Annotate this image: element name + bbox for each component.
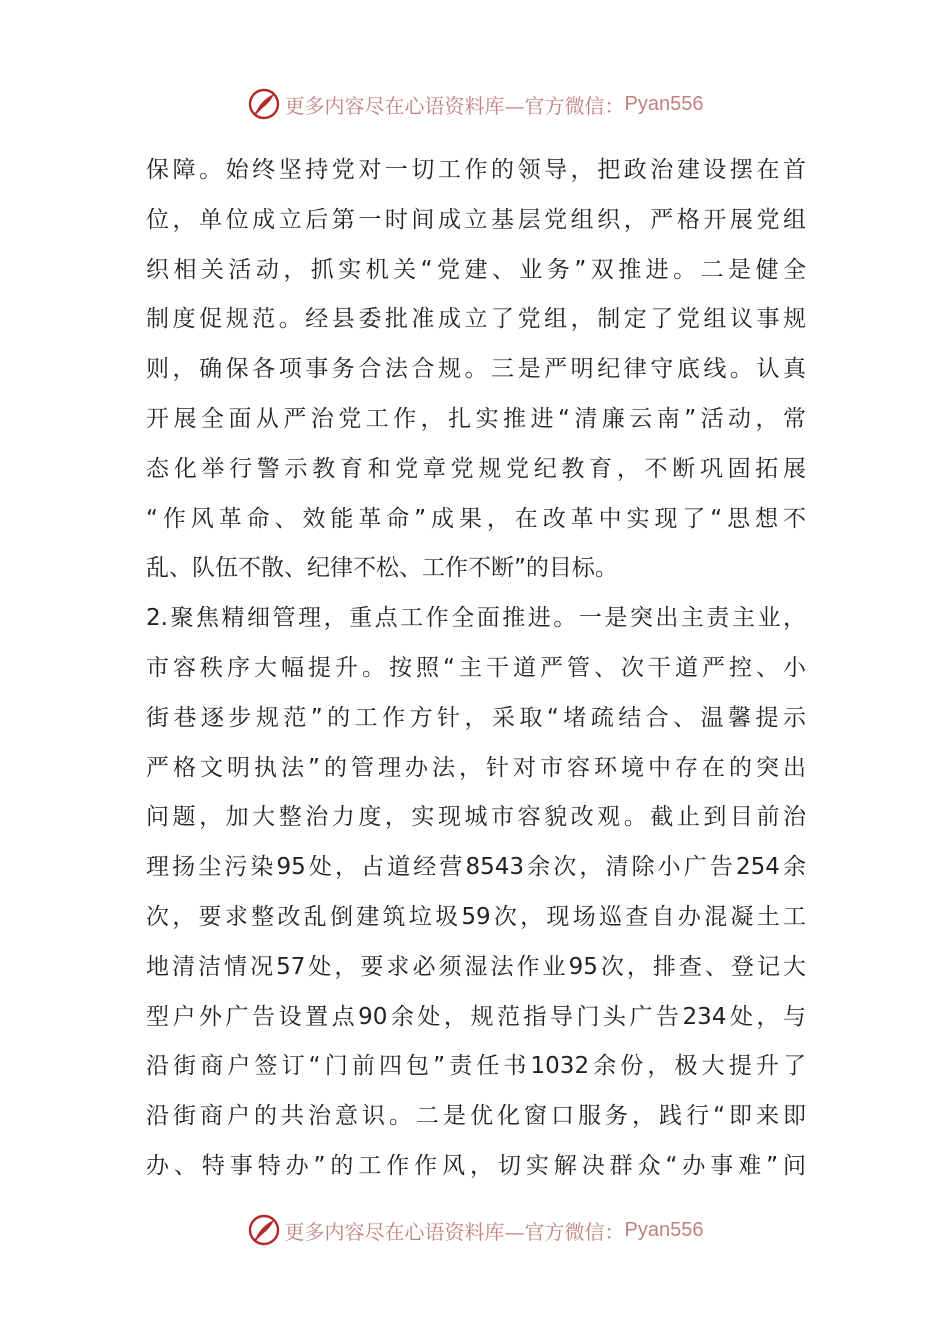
text-line: 严格文明执法”的管理办法，针对市容环境中存在的突出: [146, 754, 806, 781]
quill-logo-icon: [247, 1213, 281, 1247]
text-line: 理扬尘污染95处，占道经营8543余次，清除小广告254余: [146, 854, 806, 881]
text-line: 沿街商户的共治意识。二是优化窗口服务，践行“即来即: [146, 1103, 806, 1130]
text-line: 制度促规范。经县委批准成立了党组，制定了党组议事规: [146, 306, 806, 333]
text-line: 办、特事特办”的工作作风，切实解决群众“办事难”问: [146, 1152, 806, 1179]
watermark-text: 更多内容尽在心语资料库—官方微信：: [284, 1219, 625, 1244]
watermark-header: [0, 84, 950, 124]
text-line: 市容秩序大幅提升。按照“主干道严管、次干道严控、小: [146, 654, 806, 681]
text-line: 型户外广告设置点90余处，规范指导门头广告234处，与: [146, 1003, 806, 1030]
watermark-account: Pyan556: [624, 92, 704, 115]
text-line: 织相关活动，抓实机关“党建、业务”双推进。二是健全: [146, 256, 806, 283]
text-line: 开展全面从严治党工作，扎实推进“清廉云南”活动，常: [146, 405, 806, 432]
text-line: 2.聚焦精细管理，重点工作全面推进。一是突出主责主业，: [146, 605, 806, 632]
document-body: [146, 146, 806, 1192]
text-line: 街巷逐步规范”的工作方针，采取“堵疏结合、温馨提示: [146, 704, 806, 731]
text-line: 态化举行警示教育和党章党规党纪教育，不断巩固拓展: [146, 455, 806, 482]
text-line: 乱、队伍不散、纪律不松、工作不断”的目标。: [146, 555, 618, 582]
text-line: 位，单位成立后第一时间成立基层党组织，严格开展党组: [146, 206, 806, 233]
text-line: 次，要求整改乱倒建筑垃圾59次，现场巡查自办混凝土工: [146, 903, 806, 930]
quill-logo-icon: [247, 87, 281, 121]
text-line: 地清洁情况57处，要求必须湿法作业95次，排查、登记大: [146, 953, 806, 980]
text-line: “作风革命、效能革命”成果，在改革中实现了“思想不: [146, 505, 806, 532]
text-line: 保障。始终坚持党对一切工作的领导，把政治建设摆在首: [146, 157, 806, 183]
watermark-text: 更多内容尽在心语资料库—官方微信：: [284, 93, 625, 118]
text-line: 问题，加大整治力度，实现城市容貌改观。截止到目前治: [146, 804, 806, 831]
watermark-account: Pyan556: [624, 1218, 704, 1241]
watermark-footer: [0, 1210, 950, 1250]
text-line: 则，确保各项事务合法合规。三是严明纪律守底线。认真: [146, 356, 806, 383]
text-line: 沿街商户签订“门前四包”责任书1032余份，极大提升了: [146, 1053, 806, 1080]
